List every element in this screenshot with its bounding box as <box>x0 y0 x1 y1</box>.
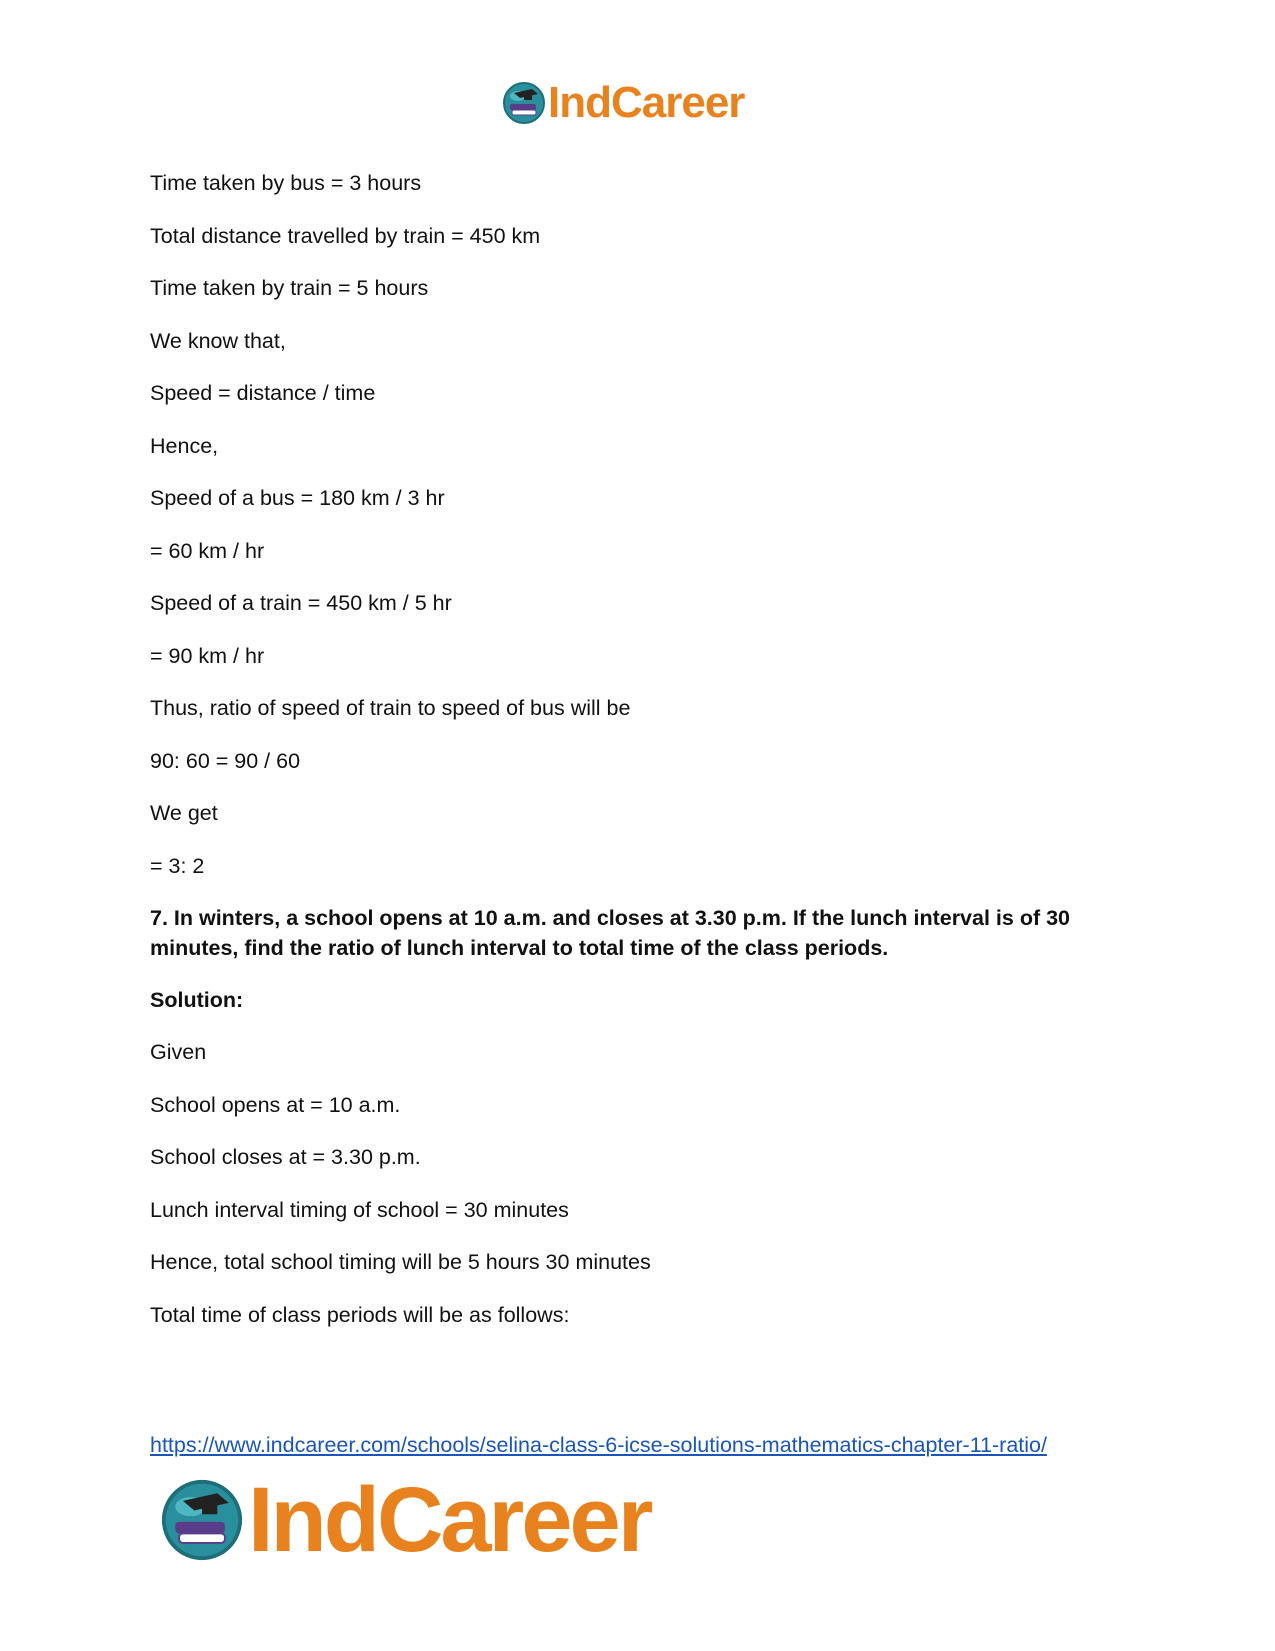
footer-logo <box>160 1469 700 1571</box>
text-line: We get <box>150 801 218 825</box>
globe-book-icon <box>502 81 546 125</box>
source-url-link[interactable]: https://www.indcareer.com/schools/selina-class-6-icse-solutions-mathematics-chapter-11-ratio/ <box>150 1433 1047 1457</box>
text-line: = 3: 2 <box>150 854 205 878</box>
solution-label: Solution: <box>150 988 244 1012</box>
text-line: Speed of a train = 450 km / 5 hr <box>150 591 452 615</box>
text-line: Total distance travelled by train = 450 km <box>150 224 541 248</box>
text-line: = 60 km / hr <box>150 539 265 563</box>
question-7: 7. In winters, a school opens at 10 a.m. and closes at 3.30 p.m. If the lunch interval is of 30 minutes, find the ratio of lunch interval to total time of the class periods. <box>150 906 1071 960</box>
text-line: = 90 km / hr <box>150 644 265 668</box>
solution-line: Total time of class periods will be as follows: <box>150 1303 570 1327</box>
header-logo-text: IndCareer <box>548 78 745 127</box>
globe-book-icon <box>160 1478 244 1562</box>
text-line: Thus, ratio of speed of train to speed of bus will be <box>150 696 631 720</box>
solution-line: Hence, total school timing will be 5 hours 30 minutes <box>150 1250 651 1274</box>
footer-logo-text: IndCareer <box>248 1469 651 1571</box>
text-line: Speed of a bus = 180 km / 3 hr <box>150 486 445 510</box>
text-line: Hence, <box>150 434 219 458</box>
text-line: Time taken by bus = 3 hours <box>150 171 422 195</box>
solution-line: School closes at = 3.30 p.m. <box>150 1145 421 1169</box>
text-line: Time taken by train = 5 hours <box>150 276 429 300</box>
solution-line: School opens at = 10 a.m. <box>150 1093 401 1117</box>
text-line: We know that, <box>150 329 286 353</box>
text-line: Speed = distance / time <box>150 381 376 405</box>
solution-line: Given <box>150 1040 207 1064</box>
text-line: 90: 60 = 90 / 60 <box>150 749 301 773</box>
header-logo <box>502 78 772 128</box>
solution-line: Lunch interval timing of school = 30 minutes <box>150 1198 569 1222</box>
